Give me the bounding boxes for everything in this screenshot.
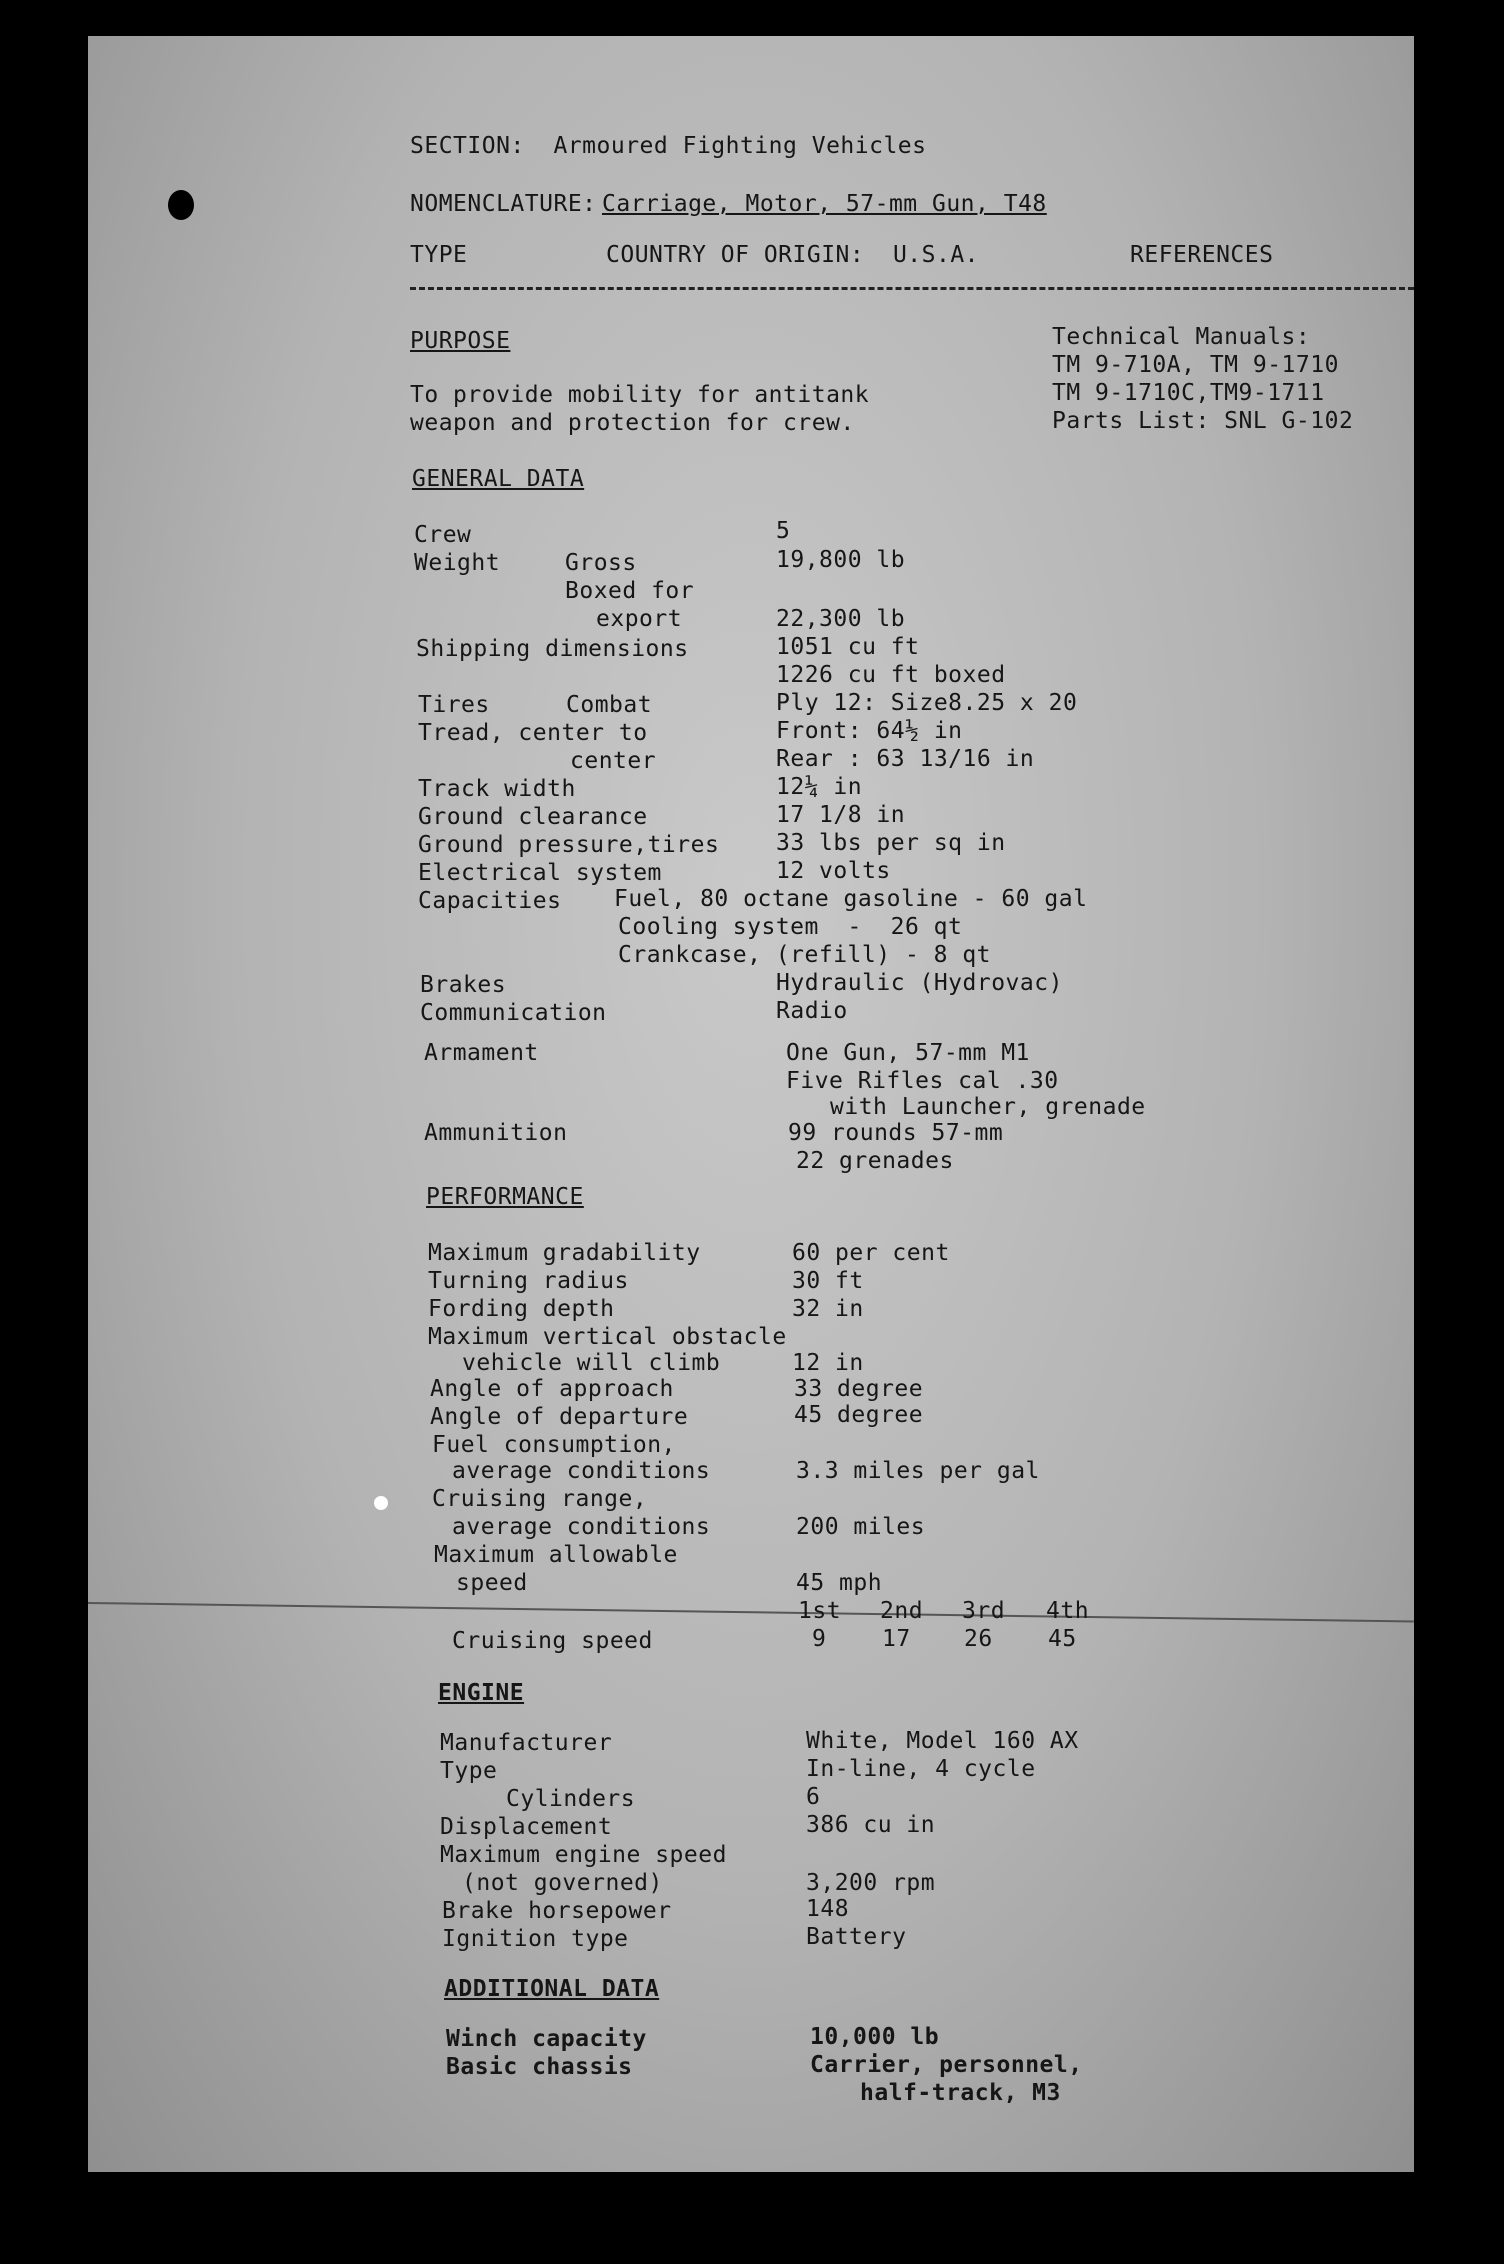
gear-speed: 45 (1048, 1626, 1077, 1652)
data-label: Crew (414, 522, 472, 548)
data-label: Shipping dimensions (416, 636, 689, 662)
purpose-heading: PURPOSE (410, 328, 511, 354)
performance-value: 45 degree (794, 1402, 924, 1428)
reference-line: TM 9-1710C,TM9-1711 (1052, 380, 1325, 406)
data-value: 17 1/8 in (776, 802, 906, 828)
nomenclature-label: NOMENCLATURE: (410, 191, 597, 217)
header-divider (410, 287, 1414, 290)
engine-label: Brake horsepower (442, 1898, 672, 1924)
engine-label: (not governed) (462, 1870, 663, 1896)
data-value: 5 (776, 518, 791, 544)
performance-label: Cruising speed (452, 1628, 653, 1654)
data-label: Ground clearance (418, 804, 648, 830)
performance-label: average conditions (452, 1514, 711, 1540)
engine-value: 386 cu in (806, 1812, 936, 1838)
performance-label: Cruising range, (432, 1486, 648, 1512)
section-line: SECTION: Armoured Fighting Vehicles (410, 133, 927, 159)
gear-label: 4th (1046, 1598, 1090, 1624)
data-value: Front: 64½ in (776, 718, 963, 744)
engine-label: Displacement (440, 1814, 613, 1840)
performance-label: Turning radius (428, 1268, 629, 1294)
data-sublabel: export (596, 606, 683, 632)
performance-label: Angle of approach (430, 1376, 674, 1402)
performance-value: 200 miles (796, 1514, 926, 1540)
engine-label: Maximum engine speed (440, 1842, 727, 1868)
general-data-heading: GENERAL DATA (412, 466, 585, 492)
data-sublabel: Boxed for (565, 578, 695, 604)
data-label: Tires (418, 692, 490, 718)
data-value: 22,300 lb (776, 606, 906, 632)
additional-value: half-track, M3 (860, 2080, 1061, 2106)
performance-value: 12 in (792, 1350, 864, 1376)
gear-speed: 26 (964, 1626, 993, 1652)
data-value: Rear : 63 13/16 in (776, 746, 1035, 772)
engine-value: In-line, 4 cycle (806, 1756, 1036, 1782)
data-label: Communication (420, 1000, 607, 1026)
gear-label: 2nd (880, 1598, 924, 1624)
purpose-line: weapon and protection for crew. (410, 410, 855, 436)
engine-label: Manufacturer (440, 1730, 613, 1756)
engine-value: 6 (806, 1784, 821, 1810)
data-value: Ply 12: Size8.25 x 20 (776, 690, 1078, 716)
data-value: 12 volts (776, 858, 891, 884)
engine-heading: ENGINE (438, 1680, 525, 1706)
references-label: REFERENCES (1130, 242, 1274, 268)
engine-value: 148 (806, 1896, 850, 1922)
data-label: Armament (424, 1040, 539, 1066)
performance-label: speed (456, 1570, 528, 1596)
performance-value: 33 degree (794, 1376, 924, 1402)
reference-line: Parts List: SNL G-102 (1052, 408, 1354, 434)
data-label: Tread, center to (418, 720, 648, 746)
reference-line: Technical Manuals: (1052, 324, 1311, 350)
data-value: Hydraulic (Hydrovac) (776, 970, 1063, 996)
data-label: Track width (418, 776, 576, 802)
data-sublabel: Combat (566, 692, 653, 718)
data-value: 12¼ in (776, 774, 863, 800)
performance-value: 32 in (792, 1296, 864, 1322)
data-value: 1226 cu ft boxed (776, 662, 1006, 688)
data-value: 19,800 lb (776, 547, 906, 573)
data-value: One Gun, 57-mm M1 (786, 1040, 1030, 1066)
data-label: Ground pressure,tires (418, 832, 720, 858)
additional-label: Winch capacity (446, 2026, 647, 2052)
engine-value: Battery (806, 1924, 907, 1950)
data-label: Ammunition (424, 1120, 568, 1146)
engine-label: Type (440, 1758, 498, 1784)
data-label: center (570, 748, 657, 774)
country-of-origin: COUNTRY OF ORIGIN: U.S.A. (606, 242, 980, 268)
data-sublabel: Gross (565, 550, 637, 576)
performance-label: average conditions (452, 1458, 711, 1484)
additional-value: Carrier, personnel, (810, 2052, 1083, 2078)
performance-label: Fuel consumption, (432, 1432, 676, 1458)
engine-value: White, Model 160 AX (806, 1728, 1079, 1754)
data-value: with Launcher, grenade (830, 1094, 1146, 1120)
performance-value: 3.3 miles per gal (796, 1458, 1040, 1484)
data-value: 22 grenades (796, 1148, 954, 1174)
performance-value: 60 per cent (792, 1240, 950, 1266)
performance-label: vehicle will climb (462, 1350, 721, 1376)
purpose-line: To provide mobility for antitank (410, 382, 870, 408)
data-value: 99 rounds 57-mm (788, 1120, 1004, 1146)
additional-label: Basic chassis (446, 2054, 633, 2080)
capacity-line: Cooling system - 26 qt (618, 914, 963, 940)
engine-value: 3,200 rpm (806, 1870, 936, 1896)
data-value: 1051 cu ft (776, 634, 920, 660)
performance-label: Maximum allowable (434, 1542, 678, 1568)
gear-speed: 17 (882, 1626, 911, 1652)
engine-label: Ignition type (442, 1926, 629, 1952)
data-value: 33 lbs per sq in (776, 830, 1006, 856)
reference-line: TM 9-710A, TM 9-1710 (1052, 352, 1339, 378)
capacity-line: Crankcase, (refill) - 8 qt (618, 942, 992, 968)
gear-label: 1st (798, 1598, 842, 1624)
performance-heading: PERFORMANCE (426, 1184, 584, 1210)
nomenclature-value: Carriage, Motor, 57-mm Gun, T48 (602, 191, 1047, 217)
performance-value: 45 mph (796, 1570, 883, 1596)
performance-label: Angle of departure (430, 1404, 689, 1430)
performance-label: Maximum gradability (428, 1240, 701, 1266)
performance-label: Maximum vertical obstacle (428, 1324, 787, 1350)
type-label: TYPE (410, 242, 468, 268)
gear-label: 3rd (962, 1598, 1006, 1624)
additional-data-heading: ADDITIONAL DATA (444, 1976, 660, 2002)
data-label: Capacities (418, 888, 562, 914)
data-label: Weight (414, 550, 501, 576)
data-value: Radio (776, 998, 848, 1024)
capacity-line: Fuel, 80 octane gasoline - 60 gal (614, 886, 1088, 912)
gear-speed: 9 (812, 1626, 827, 1652)
performance-label: Fording depth (428, 1296, 615, 1322)
engine-label: Cylinders (506, 1786, 636, 1812)
data-label: Brakes (420, 972, 507, 998)
data-value: Five Rifles cal .30 (786, 1068, 1059, 1094)
performance-value: 30 ft (792, 1268, 864, 1294)
additional-value: 10,000 lb (810, 2024, 940, 2050)
data-label: Electrical system (418, 860, 662, 886)
